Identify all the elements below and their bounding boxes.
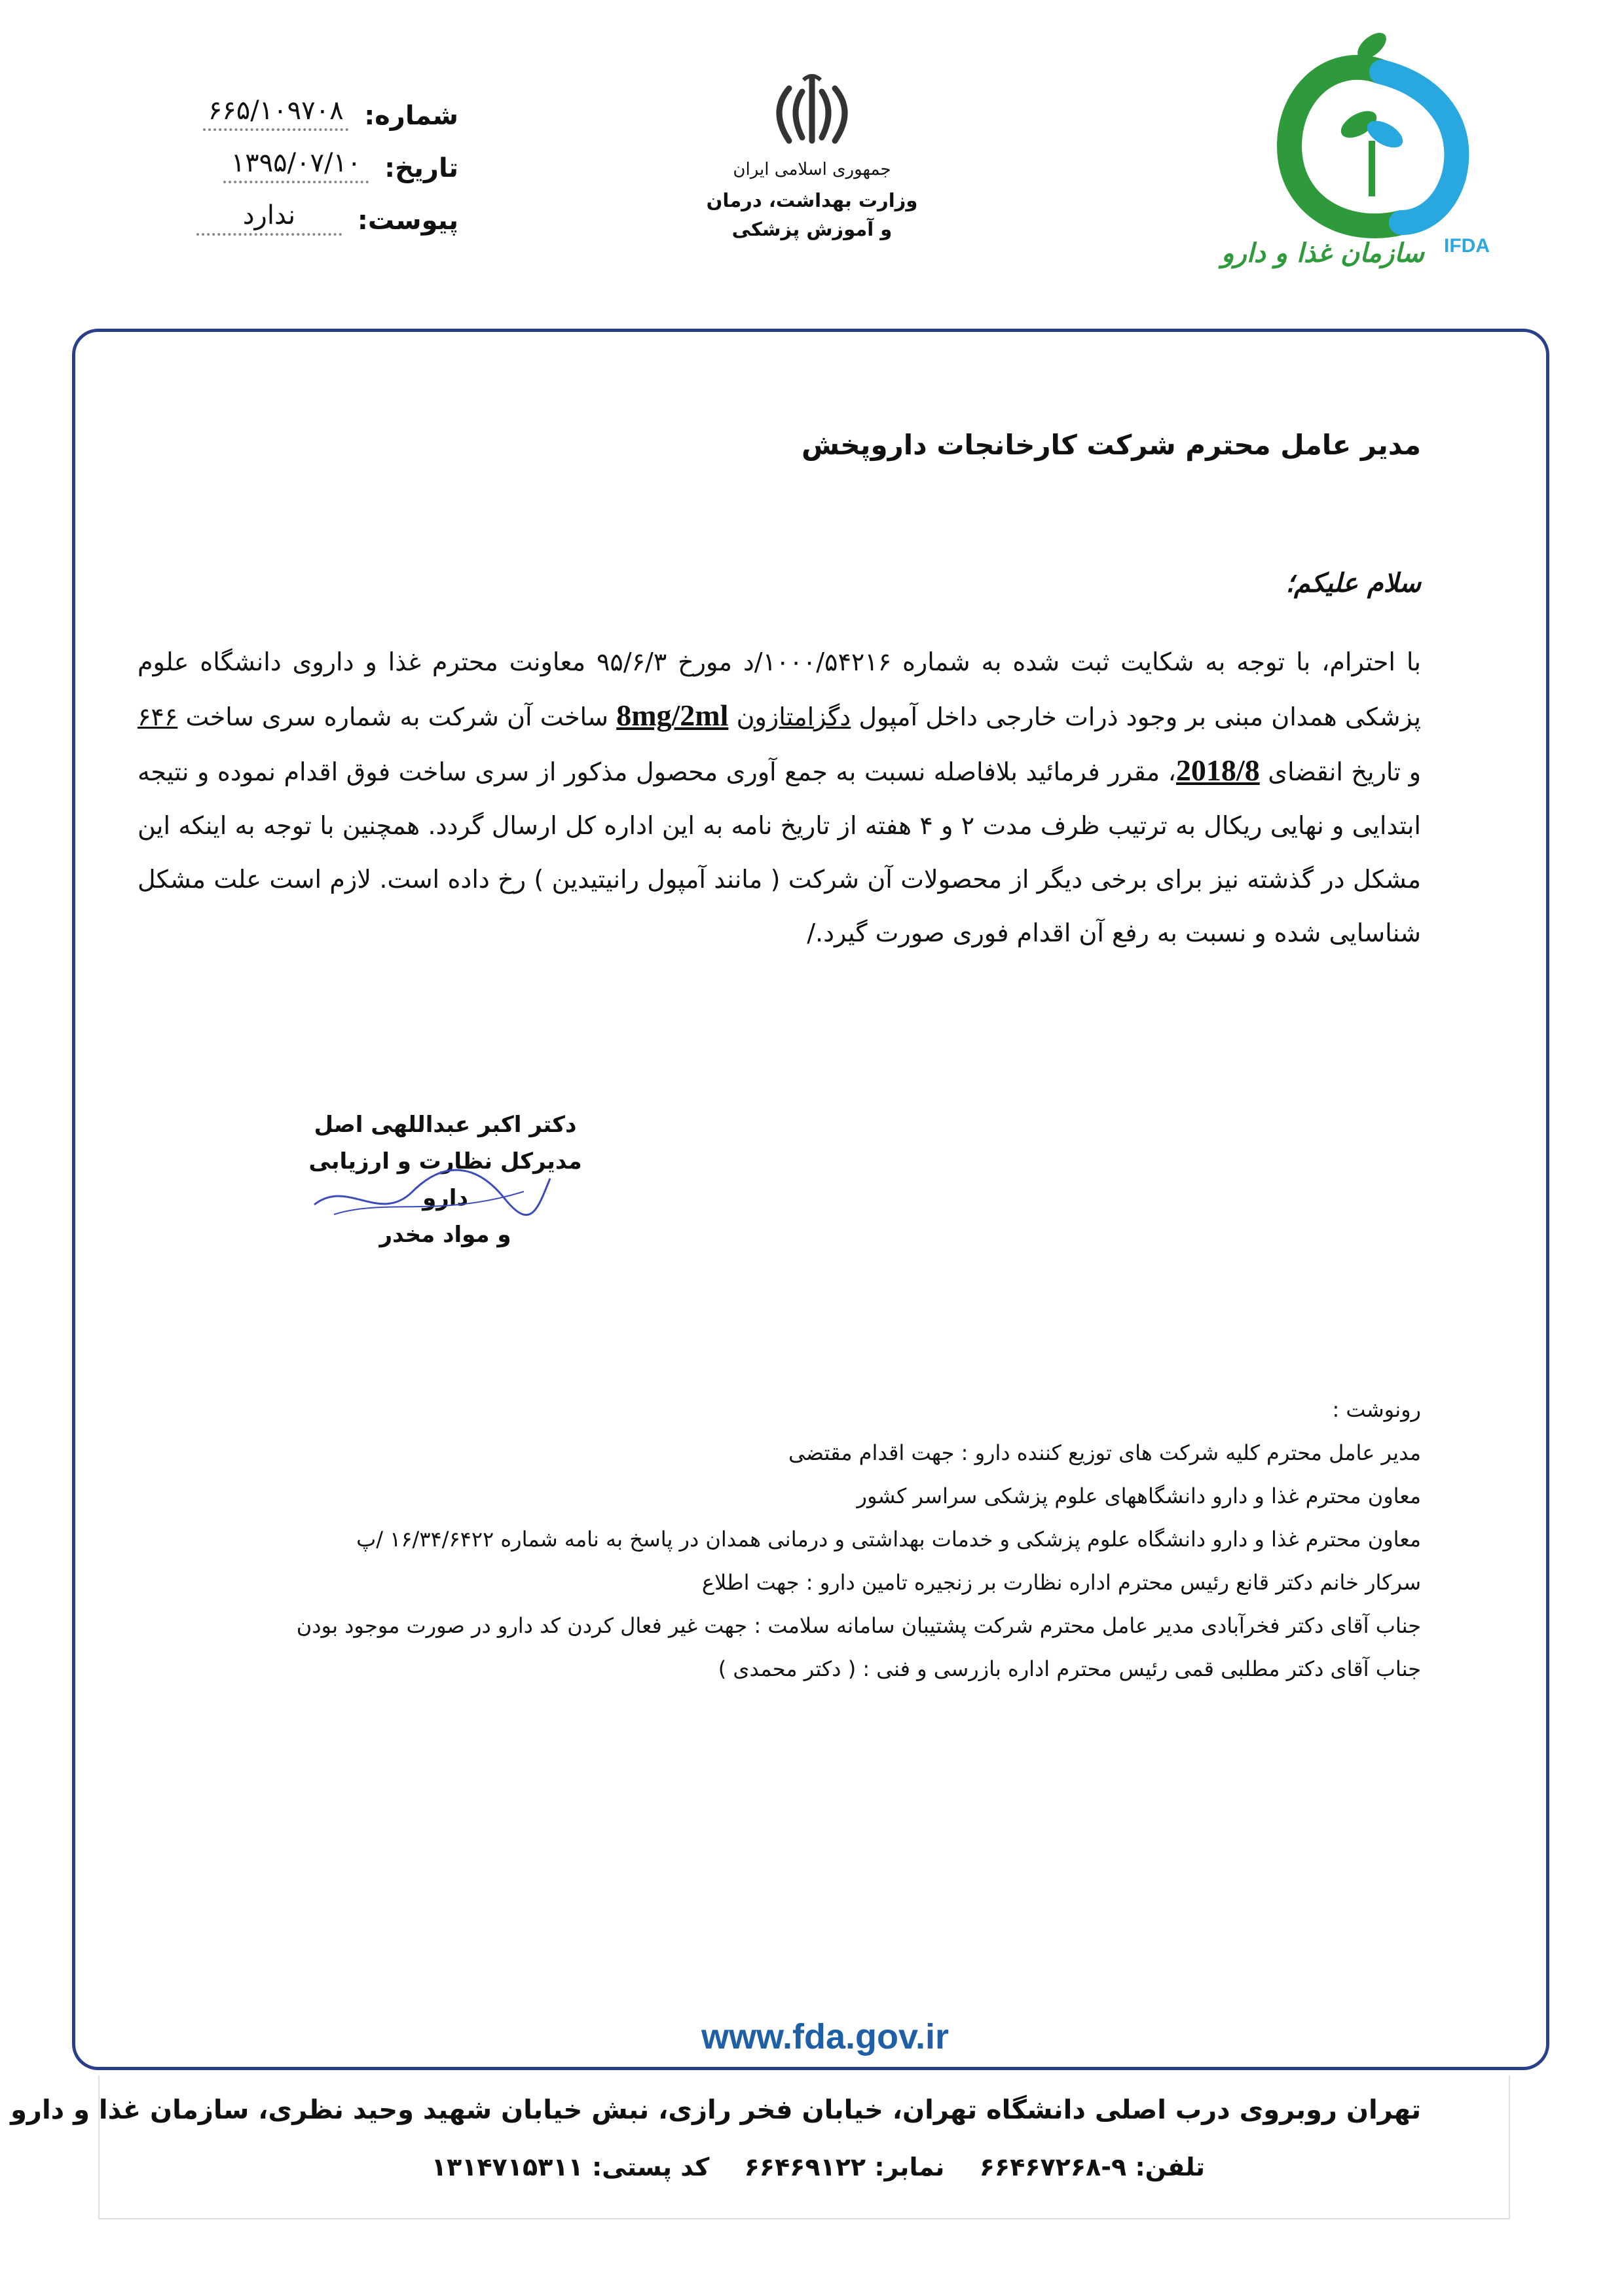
drug-dose: 8mg/2ml <box>616 699 729 732</box>
signatory-name: دکتر اکبر عبداللهی اصل <box>314 1112 577 1138</box>
cc-item: مدیر عامل محترم کلیه شرکت های توزیع کننده دارو : جهت اقدام مقتضی <box>788 1440 1421 1465</box>
website-link[interactable]: www.fda.gov.ir <box>701 2017 950 2056</box>
letter-greeting: سلام علیکم؛ <box>1285 568 1421 598</box>
letter-date-value: ۱۳۹۵/۰۷/۱۰ <box>223 148 369 183</box>
signatory-title-line1: مدیرکل نظارت و ارزیابی دارو <box>308 1148 582 1211</box>
batch-number: ۶۴۶ <box>138 702 178 731</box>
cc-label: رونوشت : <box>1332 1397 1421 1422</box>
letter-attachment-label: پیوست: <box>357 206 458 236</box>
body-text-part3: و تاریخ انقضای <box>1268 757 1422 786</box>
country-name: جمهوری اسلامی ایران <box>733 160 891 179</box>
letter-addressee: مدیر عامل محترم شرکت کارخانجات داروپخش <box>802 429 1421 461</box>
ministry-name-line1: وزارت بهداشت، درمان <box>706 189 918 211</box>
ifda-logo-abbr: IFDA <box>1444 235 1490 257</box>
cc-item: جناب آقای دکتر مطلبی قمی رئیس محترم اداره بازرسی و فنی : ( دکتر محمدی ) <box>718 1656 1421 1681</box>
letter-number-row <box>118 79 458 131</box>
cc-item: معاون محترم غذا و دارو دانشگاههای علوم پزشکی سراسر کشور <box>857 1484 1421 1508</box>
cc-item: سرکار خانم دکتر قانع رئیس محترم اداره نظارت بر زنجیره تامین دارو : جهت اطلاع <box>701 1570 1421 1595</box>
footer-fax: نمابر: ۶۶۴۶۹۱۲۲ <box>744 2153 945 2181</box>
body-text-part2: ساخت آن شرکت به شماره سری ساخت <box>185 702 608 731</box>
letter-metadata <box>118 79 458 236</box>
cc-list <box>72 1388 1421 1690</box>
cc-item: معاون محترم غذا و دارو دانشگاه علوم پزشکی و خدمات بهداشتی و درمانی همدان در پاسخ به نامه شماره ۱۶/۳۴/۶۴۲۲ /پ <box>356 1527 1421 1552</box>
letter-date-label: تاریخ: <box>384 153 458 183</box>
letter-date-row <box>118 131 458 183</box>
handwritten-signature-icon <box>308 1152 557 1231</box>
footer-postal-code: کد پستی: ۱۳۱۴۷۱۵۳۱۱ <box>431 2153 710 2181</box>
letter-number-value: ۶۶۵/۱۰۹۷۰۸ <box>203 96 348 131</box>
ministry-name <box>674 186 950 244</box>
letter-attachment-row <box>118 183 458 236</box>
cc-item: جناب آقای دکتر فخرآبادی مدیر عامل محترم شرکت پشتیبان سامانه سلامت : جهت غیر فعال کردن کد دارو در صورت موجود بودن <box>296 1613 1421 1638</box>
ifda-logo-text: سازمان غذا و دارو <box>1221 238 1424 268</box>
expiry-date: 2018/8 <box>1175 754 1260 787</box>
signatory-title-line2: و مواد مخدر <box>379 1222 511 1248</box>
letter-body <box>138 635 1421 960</box>
letter-attachment-value: ندارد <box>196 200 342 236</box>
body-text-part1: با احترام، با توجه به شکایت ثبت شده به شماره ۱۰۰۰/۵۴۲۱۶/د مورخ ۹۵/۶/۳ معاونت محترم غذا و داروی دانشگاه علوم پزشکی همدان مبنی بر وجود ذرات خارجی داخل آمپول <box>138 647 1422 731</box>
footer-contact <box>405 2153 1205 2181</box>
iran-emblem-icon <box>763 72 861 151</box>
footer-address: تهران روبروی درب اصلی دانشگاه تهران، خیابان فخر رازی، نبش خیابان شهید وحید نظری، سازمان غذا و دارو <box>10 2095 1421 2125</box>
footer-phone: تلفن: ۹-۶۶۴۶۷۲۶۸ <box>979 2153 1205 2181</box>
ifda-logo-icon <box>1185 26 1513 275</box>
ministry-name-line2: و آموزش پزشکی <box>731 218 893 240</box>
body-text-part4: ، مقرر فرمائید بلافاصله نسبت به جمع آوری محصول مذکور از سری ساخت فوق اقدام نموده و نتیجه ابتدایی و نهایی ریکال به ترتیب ظرف مدت ۲ و ۴ هفته از تاریخ نامه به این اداره کل ارسال گردد. همچنین با توجه به اینکه این مشکل در گذشته نیز برای برخی دیگر از محصولات آن شرکت ( مانند آمپول رانیتیدین ) رخ داده است. لازم است علت مشکل شناسایی شده و نسبت به رفع آن اقدام فوری صورت گیرد./ <box>138 757 1421 947</box>
drug-name: دگزامتازون <box>736 702 851 731</box>
letter-number-label: شماره: <box>364 101 458 131</box>
ministry-emblem-block <box>674 72 950 244</box>
